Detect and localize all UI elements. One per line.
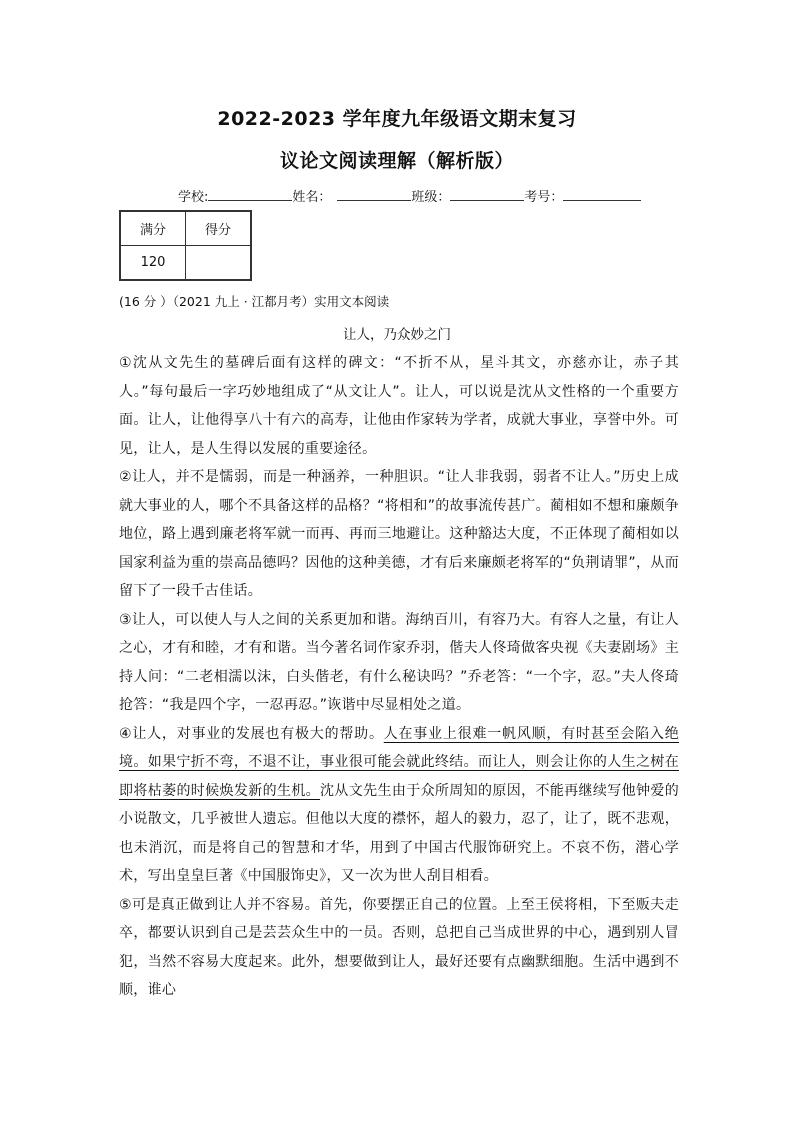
score-table: [119, 210, 252, 281]
document-subtitle: 议论文阅读理解（解析版）: [279, 150, 514, 172]
exam-no-label: 考号：: [524, 190, 564, 205]
article-body: [119, 349, 679, 1005]
paragraph-4: [119, 720, 679, 891]
school-label: 学校:: [178, 190, 209, 205]
name-label: 姓名：: [292, 190, 332, 205]
student-info-line: [178, 186, 641, 205]
name-field[interactable]: [337, 188, 411, 201]
article-title: 让人，乃众妙之门: [343, 327, 451, 343]
underlined-sentence: 人在事业上很难一帆风顺，有时甚至会陷入绝境。如果宁折不弯，不退不让，事业很可能会就此终结。而让人，则会让你的人生之树在即将枯萎的时候焕发新的生机。: [119, 725, 680, 799]
document-title: 2022-2023 学年度九年级语文期末复习: [217, 108, 577, 130]
full-score-value: 120: [120, 246, 186, 281]
paragraph-3: [119, 606, 679, 720]
question-header: (16 分 ）（2021 九上 · 江都月考）实用文本阅读: [119, 294, 390, 309]
got-score-value[interactable]: [186, 246, 252, 281]
class-field[interactable]: [450, 188, 524, 201]
paragraph-text: ⑤可是真正做到让人并不容易。首先，你要摆正自己的位置。上至王侯将相，下至贩夫走卒，都要认识到自己是芸芸众生中的一员。否则，总把自己当成世界的中心，遇到别人冒犯，当然不容易大度起来。此外，想要做到让人，最好还要有点幽默细胞。生活中遇到不顺，谁心: [119, 896, 679, 998]
paragraph-text: ①沈从文先生的墓碑后面有这样的碑文：“不折不从，星斗其文，亦慈亦让，赤子其人。”每句最后一字巧妙地组成了“从文让人”。让人，可以说是沈从文性格的一个重要方面。让人，让他得享八十有六的高寿，让他由作家转为学者，成就大事业，享誉中外。可见，让人，是人生得以发展的重要途径。: [119, 355, 679, 457]
class-label: 班级：: [411, 190, 451, 205]
school-field[interactable]: [208, 188, 292, 201]
paragraph-text: ②让人，并不是懦弱，而是一种涵养，一种胆识。“让人非我弱，弱者不让人。”历史上成就大事业的人，哪个不具备这样的品格？“将相和”的故事流传甚广。蔺相如不想和廉颇争地位，路上遇到廉老将军就一而再、再而三地避让。这种豁达大度，不正体现了蔺相如以国家利益为重的崇高品德吗？因他的这种美德，才有后来廉颇老将军的“负荆请罪”，从而留下了一段千古佳话。: [119, 469, 679, 599]
exam-no-field[interactable]: [563, 188, 641, 201]
paragraph-text: ③让人，可以使人与人之间的关系更加和谐。海纳百川，有容乃大。有容人之量，有让人之心，才有和睦，才有和谐。当今著名词作家乔羽，偕夫人佟琦做客央视《夫妻剧场》主持人问：“二老相濡以沫，白头偕老，有什么秘诀吗？”乔老答：“一个字，忍。”夫人佟琦抢答：“我是四个字，一忍再忍。”诙谐中尽显相处之道。: [119, 611, 679, 713]
paragraph-5: [119, 891, 679, 1005]
got-score-header: 得分: [186, 211, 252, 246]
paragraph-2: [119, 463, 679, 606]
full-score-header: 满分: [120, 211, 186, 246]
paragraph-1: [119, 349, 679, 463]
paragraph-text: ④让人，对事业的发展也有极大的帮助。: [119, 725, 384, 742]
paragraph-text: 沈从文先生由于众所周知的原因，不能再继续写他钟爱的小说散文，几乎被世人遗忘。但他以大度的襟怀，超人的毅力，忍了，让了，既不悲观，也未消沉，而是将自己的智慧和才华，用到了中国古代服饰研究上。不哀不伤，潜心学术，写出皇皇巨著《中国服饰史》，又一次为世人刮目相看。: [119, 782, 679, 884]
